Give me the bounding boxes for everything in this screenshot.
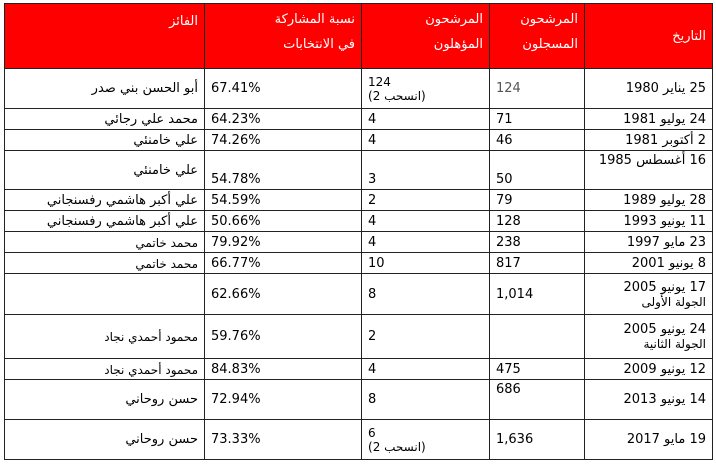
date-cell: 17 يونيو 2005 الجولة الأولى: [585, 274, 713, 315]
header-date: التاريخ: [585, 4, 713, 69]
table-row: [5, 69, 713, 109]
table-row: [5, 274, 713, 315]
date-cell: 14 يونيو 2013: [585, 380, 713, 420]
qualified-cell: 8: [362, 274, 490, 315]
header-qualified: المرشحون المؤهلون: [362, 4, 490, 69]
qualified-cell: 8: [362, 380, 490, 420]
registered-cell: 128: [490, 211, 585, 232]
turnout-cell: 73.33%: [205, 420, 362, 460]
winner-cell: حسن روحاني: [5, 420, 205, 460]
registered-cell: 46: [490, 130, 585, 151]
date-cell: 25 يناير 1980: [585, 69, 713, 109]
table-row: [5, 211, 713, 232]
winner-cell: حسن روحاني: [5, 380, 205, 420]
winner-cell: علي خامنئي: [5, 130, 205, 151]
winner-cell: محمود أحمدي نجاد: [5, 315, 205, 359]
registered-cell: 475: [490, 359, 585, 380]
qualified-cell: 3: [362, 151, 490, 190]
header-turnout: نسبة المشاركة في الانتخابات: [205, 4, 362, 69]
elections-table-container: [4, 3, 712, 460]
winner-cell: محمد خاتمي: [5, 232, 205, 253]
winner-cell: [5, 274, 205, 315]
qualified-cell: 2: [362, 190, 490, 211]
date-cell: 19 مايو 2017: [585, 420, 713, 460]
qualified-cell: 6 (انسحب 2): [362, 420, 490, 460]
table-row: [5, 232, 713, 253]
qualified-cell: 4: [362, 359, 490, 380]
winner-cell: محمد خاتمي: [5, 253, 205, 274]
winner-cell: محمود أحمدي نجاد: [5, 359, 205, 380]
turnout-cell: 72.94%: [205, 380, 362, 420]
qualified-cell: 4: [362, 211, 490, 232]
date-cell: 2 أكتوبر 1981: [585, 130, 713, 151]
table-row: [5, 315, 713, 359]
turnout-cell: 84.83%: [205, 359, 362, 380]
turnout-cell: 67.41%: [205, 69, 362, 109]
turnout-cell: 54.59%: [205, 190, 362, 211]
date-cell: 8 يونيو 2001: [585, 253, 713, 274]
elections-table: [4, 3, 713, 460]
date-cell: 24 يونيو 2005 الجولة الثانية: [585, 315, 713, 359]
date-cell: 11 يونيو 1993: [585, 211, 713, 232]
qualified-cell: 2: [362, 315, 490, 359]
registered-cell: 1,014: [490, 274, 585, 315]
winner-cell: محمد علي رجائي: [5, 109, 205, 130]
registered-cell: 124: [490, 69, 585, 109]
registered-cell: 238: [490, 232, 585, 253]
qualified-cell: 4: [362, 232, 490, 253]
qualified-cell: 10: [362, 253, 490, 274]
winner-cell: أبو الحسن بني صدر: [5, 69, 205, 109]
table-row: [5, 130, 713, 151]
registered-cell: 1,636: [490, 420, 585, 460]
turnout-cell: 79.92%: [205, 232, 362, 253]
turnout-cell: 66.77%: [205, 253, 362, 274]
date-cell: 12 يونيو 2009: [585, 359, 713, 380]
qualified-cell: 4: [362, 109, 490, 130]
table-row: [5, 380, 713, 420]
header-registered: المرشحون المسجلون: [490, 4, 585, 69]
registered-cell: 50: [490, 151, 585, 190]
registered-cell: 79: [490, 190, 585, 211]
date-cell: 16 أغسطس 1985: [585, 151, 713, 190]
date-cell: 24 يوليو 1981: [585, 109, 713, 130]
turnout-cell: 64.23%: [205, 109, 362, 130]
turnout-cell: 62.66%: [205, 274, 362, 315]
registered-cell: 71: [490, 109, 585, 130]
table-row: [5, 359, 713, 380]
registered-cell: 686: [490, 380, 585, 420]
winner-cell: علي أكبر هاشمي رفسنجاني: [5, 190, 205, 211]
turnout-cell: 74.26%: [205, 130, 362, 151]
header-winner: الفائز: [5, 4, 205, 69]
turnout-cell: 54.78%: [205, 151, 362, 190]
turnout-cell: 50.66%: [205, 211, 362, 232]
qualified-cell: 124 (انسحب 2): [362, 69, 490, 109]
registered-cell: 817: [490, 253, 585, 274]
table-row: [5, 109, 713, 130]
date-cell: 28 يوليو 1989: [585, 190, 713, 211]
header-row: [5, 4, 713, 69]
table-row: [5, 253, 713, 274]
table-row: [5, 190, 713, 211]
registered-cell: [490, 315, 585, 359]
date-cell: 23 مايو 1997: [585, 232, 713, 253]
winner-cell: علي خامنئي: [5, 151, 205, 190]
table-row: [5, 420, 713, 460]
winner-cell: علي أكبر هاشمي رفسنجاني: [5, 211, 205, 232]
turnout-cell: 59.76%: [205, 315, 362, 359]
table-row: [5, 151, 713, 190]
qualified-cell: 4: [362, 130, 490, 151]
